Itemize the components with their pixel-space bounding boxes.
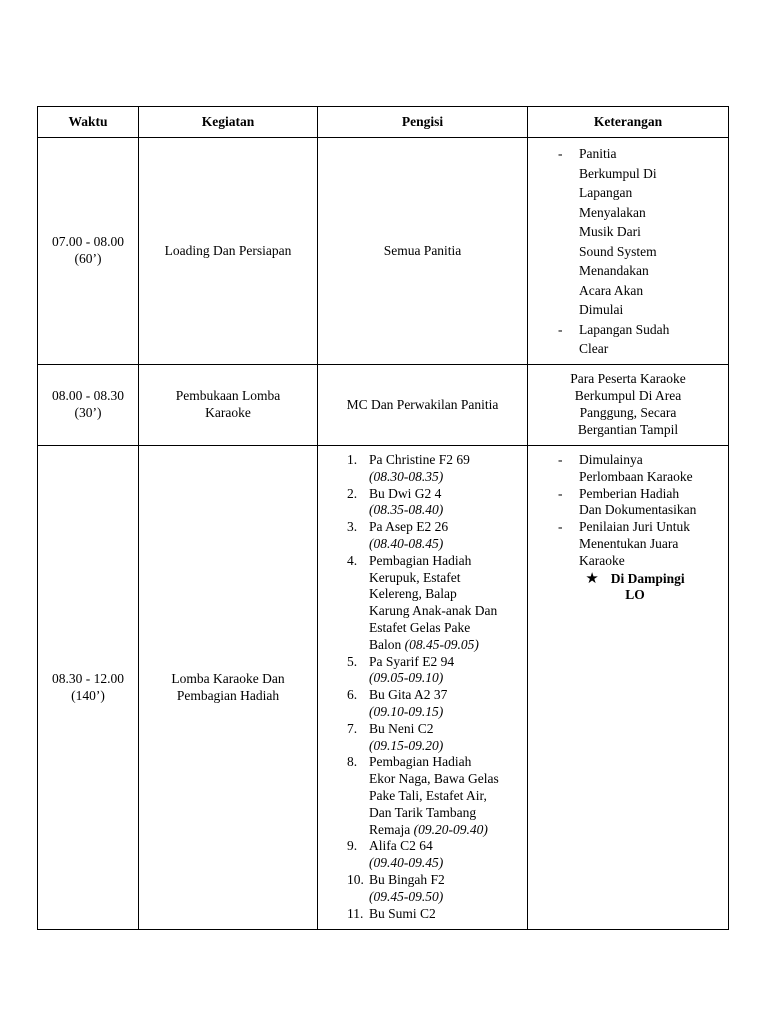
pengisi-text: Semua Panitia — [383, 242, 462, 258]
duration: (140’) — [71, 687, 105, 703]
list-item: - Dimulainya Perlombaan Karaoke — [528, 452, 728, 486]
list-item: 3. Pa Asep E2 26 (08.40-08.45) — [347, 519, 449, 551]
time-range: 08.30 - 12.00 — [52, 670, 124, 686]
pengisi-text: MC Dan Perwakilan Panitia — [346, 396, 499, 412]
kegiatan-cell — [139, 138, 318, 365]
header-kegiatan: Kegiatan — [139, 107, 318, 138]
activity-text: Pembagian Hadiah — [176, 687, 280, 703]
schedule-table — [37, 106, 729, 930]
list-item: 1. Pa Christine F2 69 (08.30-08.35) — [347, 452, 470, 484]
pengisi-cell — [318, 138, 528, 365]
activity-text: Pembukaan Lomba — [175, 388, 281, 404]
header-keterangan: Keterangan — [528, 107, 729, 138]
list-item: 9. Alifa C2 64 (09.40-09.45) — [347, 838, 444, 871]
waktu-cell — [38, 446, 139, 930]
list-item: 6. Bu Gita A2 37 (09.10-09.15) — [347, 687, 448, 719]
duration: (60’) — [74, 251, 102, 266]
time-range: 08.00 - 08.30 — [52, 388, 124, 404]
table-row — [38, 365, 729, 446]
keterangan-list — [528, 452, 728, 570]
pengisi-cell — [318, 365, 528, 446]
note-line: ★ Di Dampingi — [585, 568, 685, 587]
keterangan-cell — [528, 446, 729, 930]
header-waktu: Waktu — [38, 107, 139, 138]
list-item: - Pemberian Hadiah Dan Dokumentasikan — [528, 486, 728, 520]
kegiatan-cell — [139, 365, 318, 446]
keterangan-line: Berkumpul Di Area — [574, 388, 682, 404]
keterangan-cell — [528, 365, 729, 446]
activity-text: Loading Dan Persiapan — [164, 242, 292, 258]
waktu-cell — [38, 138, 139, 365]
keterangan-list — [528, 144, 728, 359]
list-item: 2. Bu Dwi G2 4 (08.35-08.40) — [347, 485, 444, 518]
list-item: 8. Pembagian Hadiah Ekor Naga, Bawa Gelas Pake Tali, Estafet Air, Dan Tarik Tambang Remaja (09.20-09.40) — [347, 754, 499, 837]
activity-text: Karaoke — [205, 405, 251, 420]
kegiatan-cell — [139, 446, 318, 930]
list-item: - Lapangan Sudah Clear — [528, 320, 728, 359]
table-header-row — [38, 107, 729, 138]
keterangan-line: Panggung, Secara — [579, 405, 677, 420]
note-line: LO — [625, 587, 645, 603]
list-item: - Penilaian Juri Untuk Menentukan Juara Karaoke — [528, 519, 728, 569]
list-item: 11. Bu Sumi C2 — [347, 905, 436, 921]
table-row — [38, 138, 729, 365]
list-item: - Panitia Berkumpul Di Lapangan Menyalakan Musik Dari Sound System Menandakan Acara Akan Dimulai — [528, 144, 728, 320]
star-icon: ★ — [585, 568, 599, 587]
time-range: 07.00 - 08.00 — [52, 234, 124, 250]
activity-text: Lomba Karaoke Dan — [171, 670, 285, 686]
table-row — [38, 446, 729, 930]
list-item: 5. Pa Syarif E2 94 (09.05-09.10) — [347, 653, 455, 686]
list-item: 7. Bu Neni C2 (09.15-09.20) — [347, 720, 444, 753]
header-pengisi: Pengisi — [318, 107, 528, 138]
keterangan-cell — [528, 138, 729, 365]
list-item: 4. Pembagian Hadiah Kerupuk, Estafet Kelereng, Balap Karung Anak-anak Dan Estafet Gelas Pake Balon (08.45-09.05) — [347, 552, 498, 652]
keterangan-line: Para Peserta Karaoke — [570, 371, 686, 387]
waktu-cell — [38, 365, 139, 446]
keterangan-line: Bergantian Tampil — [577, 421, 679, 437]
pengisi-list — [318, 452, 527, 922]
list-item: 10. Bu Bingah F2 (09.45-09.50) — [347, 871, 445, 904]
duration: (30’) — [74, 405, 102, 420]
pengisi-cell — [318, 446, 528, 930]
